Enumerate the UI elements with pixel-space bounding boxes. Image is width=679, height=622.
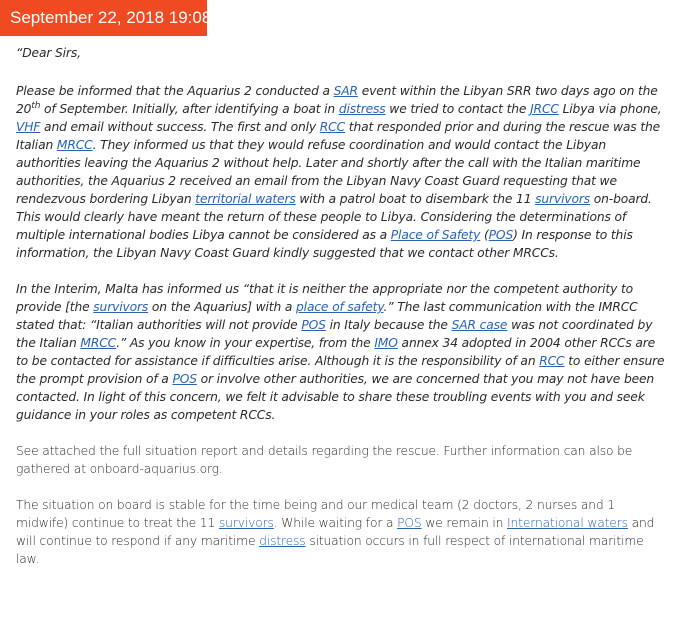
text: ( xyxy=(480,228,489,242)
link-imo[interactable]: IMO xyxy=(374,336,398,350)
text: we remain in xyxy=(421,516,508,530)
text: and will continue to respond if any maritime xyxy=(16,516,655,548)
link-place-of-safety[interactable]: Place of Safety xyxy=(390,228,481,242)
link-mrcc[interactable]: MRCC xyxy=(80,336,117,350)
text: .” The last communication with the IMRCC stated that: “Italian authorities will not provide xyxy=(16,300,638,332)
text: on-board. This would clearly have meant the return of these people to Libya. Considering the determinations of multiple international bodies Libya cannot be considered as a xyxy=(16,192,652,242)
paragraph-1 xyxy=(16,82,668,262)
link-pos[interactable]: POS xyxy=(172,372,197,386)
text: Please be informed that the Aquarius 2 conducted a xyxy=(16,84,334,98)
link-pos[interactable]: POS xyxy=(397,516,422,530)
text: of September. Initially, after identifying a boat in xyxy=(40,102,339,116)
date-badge: September 22, 2018 19:08 xyxy=(0,0,207,36)
text: annex 34 adopted in 2004 other RCCs are to be contacted for assistance if difficulties arise. Although it is the responsibility of an xyxy=(16,336,656,368)
text: event within the Libyan SRR two days ago on the 20 xyxy=(16,84,658,116)
text: on the Aquarius] with a xyxy=(148,300,297,314)
link-distress[interactable]: distress xyxy=(259,534,306,548)
text: or involve other authorities, we are concerned that you may not have been contacted. In light of this concern, we felt it advisable to share these troubling events with you and seek guidance in your roles as competent RCCs. xyxy=(16,372,655,422)
link-pos[interactable]: POS xyxy=(301,318,326,332)
link-vhf[interactable]: VHF xyxy=(16,120,41,134)
text: In the Interim, Malta has informed us “that it is neither the appropriate nor the competent authority to provide [the xyxy=(16,282,634,314)
paragraph-4 xyxy=(16,496,668,568)
superscript: th xyxy=(31,100,41,111)
text: we tried to contact the xyxy=(385,102,531,116)
salutation: “Dear Sirs, xyxy=(16,46,81,60)
link-pos[interactable]: POS xyxy=(488,228,514,242)
link-rcc[interactable]: RCC xyxy=(539,354,565,368)
paragraph-2 xyxy=(16,280,668,424)
link-distress[interactable]: distress xyxy=(338,102,386,116)
link-territorial-waters[interactable]: territorial waters xyxy=(195,192,296,206)
text: Libya via phone, xyxy=(558,102,662,116)
link-survivors[interactable]: survivors xyxy=(535,192,591,206)
text: with a patrol boat to disembark the 11 xyxy=(295,192,536,206)
paragraph-3: See attached the full situation report and details regarding the rescue. Further information can also be gathered at onboard-aquarius.org. xyxy=(16,444,633,476)
link-mrcc[interactable]: MRCC xyxy=(56,138,93,152)
text: and email without success. The first and only xyxy=(40,120,320,134)
text: . While waiting for a xyxy=(273,516,398,530)
text: .” As you know in your expertise, from the xyxy=(116,336,375,350)
text: in Italy because the xyxy=(325,318,452,332)
text: to either ensure the prompt provision of a xyxy=(16,354,665,386)
text: The situation on board is stable for the time being and our medical team (2 doctors, 2 nurses and 1 midwife) continue to treat the 11 xyxy=(16,498,615,530)
link-jrcc[interactable]: JRCC xyxy=(530,102,559,116)
text: situation occurs in full respect of international maritime law. xyxy=(16,534,644,566)
text: . They informed us that they would refuse coordination and would contact the Libyan authorities leaving the Aquarius 2 without help. Later and shortly after the call with the Italian maritime authorities, the Aquarius 2 received an email from the Libyan Navy Coast Guard requesting that we rendezvous bordering Libyan xyxy=(16,138,641,206)
link-rcc[interactable]: RCC xyxy=(319,120,346,134)
link-place-of-safety[interactable]: place of safety xyxy=(296,300,384,314)
text: ) In response to this information, the Libyan Navy Coast Guard kindly suggested that we contact other MRCCs. xyxy=(16,228,633,260)
link-survivors[interactable]: survivors xyxy=(218,516,274,530)
link-survivors[interactable]: survivors xyxy=(93,300,149,314)
text: was not coordinated by the Italian xyxy=(16,318,653,350)
text: that responded prior and during the rescue was the Italian xyxy=(16,120,661,152)
link-international-waters[interactable]: International waters xyxy=(507,516,628,530)
link-sar[interactable]: SAR xyxy=(333,84,358,98)
letter-body xyxy=(16,44,668,586)
link-sar-case[interactable]: SAR case xyxy=(451,318,508,332)
